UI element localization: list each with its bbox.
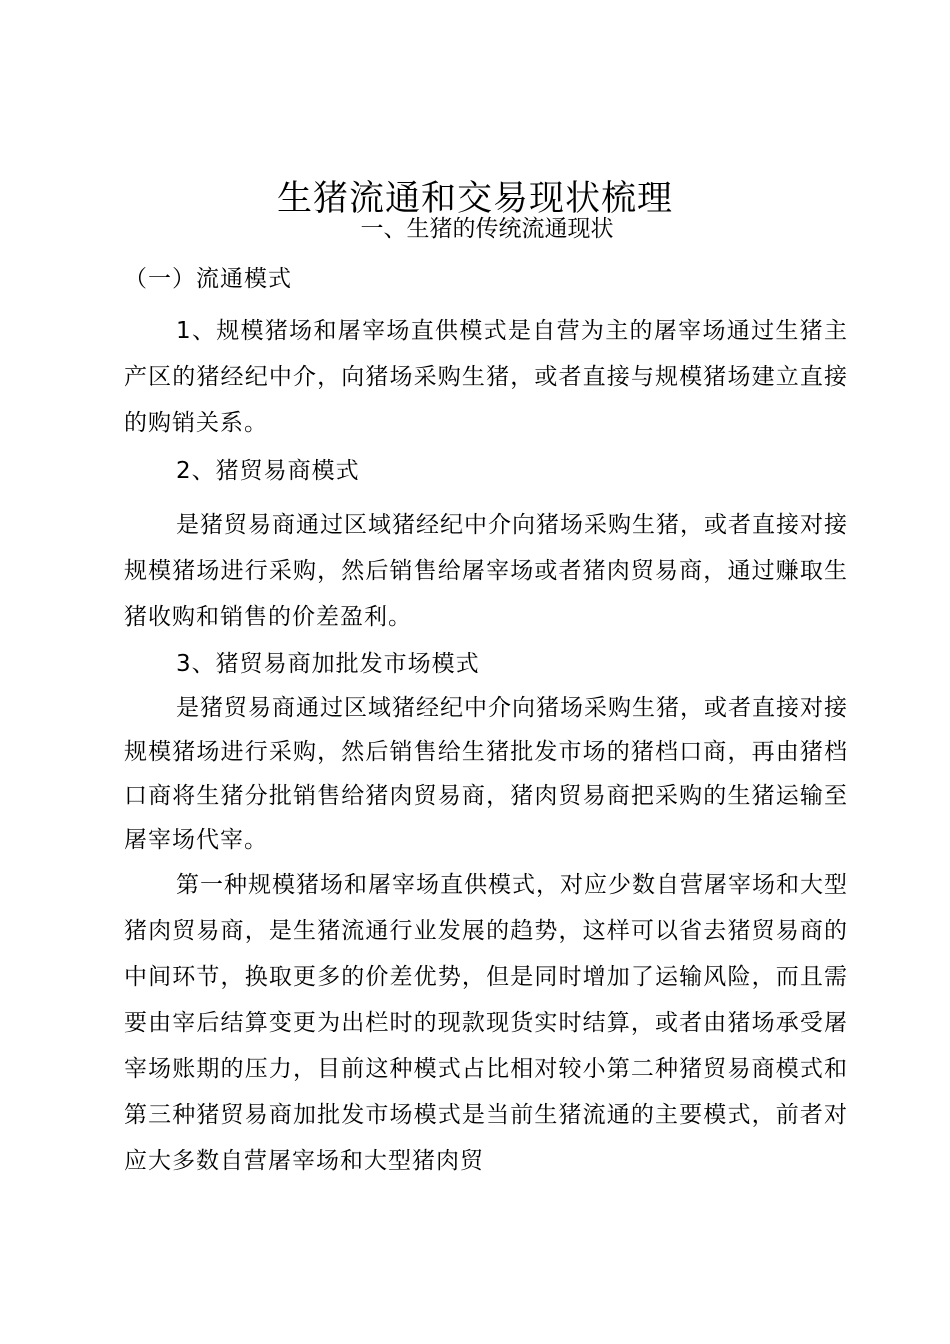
- paragraph-5: 是猪贸易商通过区域猪经纪中介向猪场采购生猪，或者直接对接规模猪场进行采购，然后销售给生猪批发市场的猪档口商，再由猪档口商将生猪分批销售给猪肉贸易商，猪肉贸易商把采购的生猪运输至屠宰场代宰。: [124, 695, 848, 853]
- paragraph-2-heading: 2、猪贸易商模式: [176, 458, 360, 484]
- paragraph-6: 第一种规模猪场和屠宰场直供模式，对应少数自营屠宰场和大型猪肉贸易商，是生猪流通行业发展的趋势，这样可以省去猪贸易商的中间环节，换取更多的价差优势，但是同时增加了运输风险，而且需要由宰后结算变更为出栏时的现款现货实时结算，或者由猪场承受屠宰场账期的压力，目前这种模式占比相对较小第二种猪贸易商模式和第三种猪贸易商加批发市场模式是当前生猪流通的主要模式，前者对应大多数自营屠宰场和大型猪肉贸: [124, 872, 848, 1174]
- paragraph-3: 是猪贸易商通过区域猪经纪中介向猪场采购生猪，或者直接对接规模猪场进行采购，然后销售给屠宰场或者猪肉贸易商，通过赚取生猪收购和销售的价差盈利。: [124, 512, 848, 630]
- subsection-heading: （一）流通模式: [124, 266, 292, 292]
- paragraph-1: 1、规模猪场和屠宰场直供模式是自营为主的屠宰场通过生猪主产区的猪经纪中介，向猪场采购生猪，或者直接与规模猪场建立直接的购销关系。: [124, 318, 848, 436]
- page-title: 生猪流通和交易现状梳理: [276, 179, 673, 220]
- section-heading: 一、生猪的传统流通现状: [360, 216, 614, 242]
- paragraph-4-heading: 3、猪贸易商加批发市场模式: [176, 651, 480, 677]
